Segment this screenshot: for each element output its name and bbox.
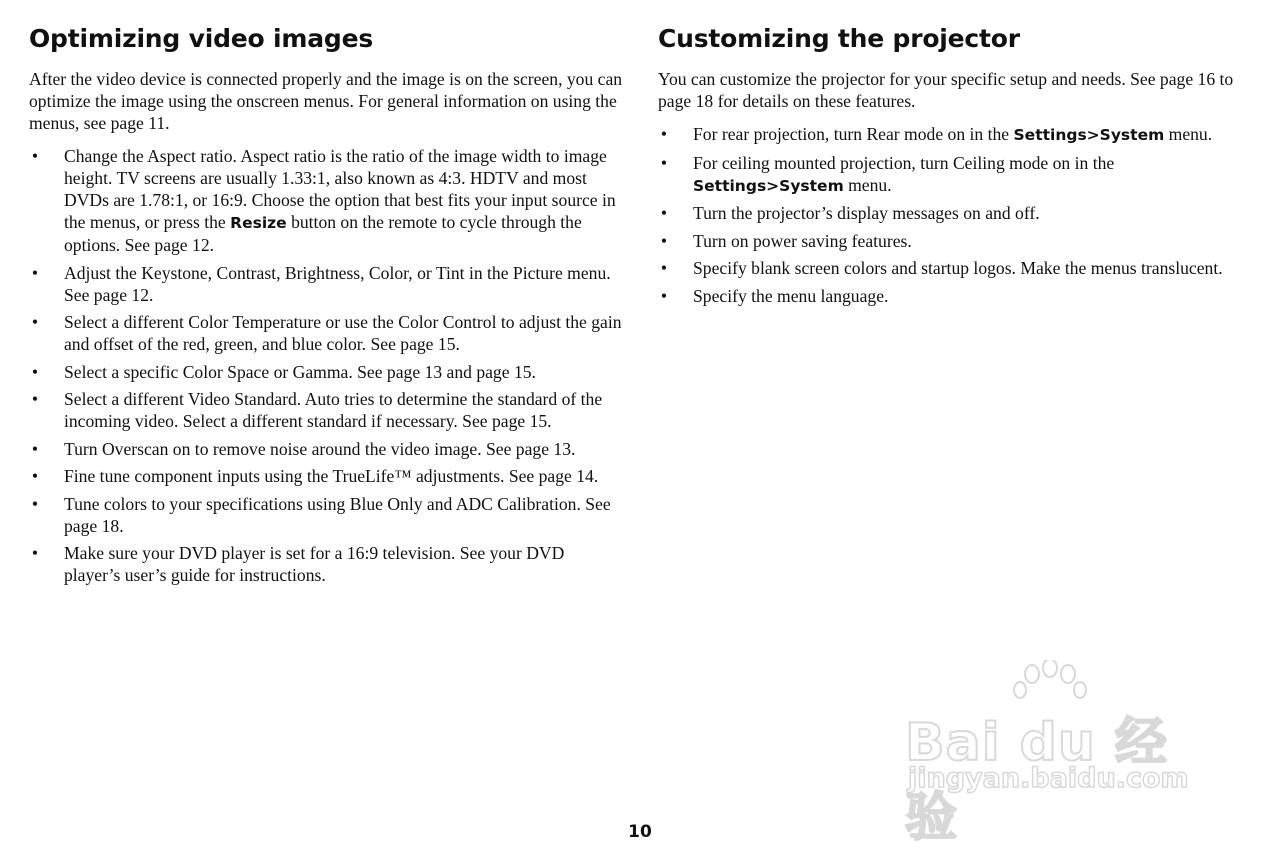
list-item: • Specify blank screen colors and startup logos. Make the menus translucent.	[658, 257, 1248, 279]
list-item: • For ceiling mounted projection, turn Ceiling mode on in the Settings>System menu.	[658, 152, 1248, 197]
list-item: • Turn the projector’s display messages on and off.	[658, 202, 1248, 224]
bullet-icon: •	[31, 543, 39, 563]
right-column	[658, 22, 1248, 312]
bullet-icon: •	[660, 285, 668, 306]
intro-paragraph: You can customize the projector for your specific setup and needs. See page 16 to page 18 for details on these features.	[658, 69, 1234, 111]
list-item: • Select a different Video Standard. Auto tries to determine the standard of the incoming video. Select a different standard if necessary. See page 15.	[29, 388, 625, 432]
bullet-icon: •	[660, 258, 668, 278]
intro-paragraph: After the video device is connected properly and the image is on the screen, you can optimize the image using the onscreen menus. For general information on using the menus, see page 11.	[29, 69, 623, 133]
watermark-url: jingyan.baidu.com	[908, 763, 1189, 794]
watermark-brand: Bai du 经验	[905, 713, 1168, 848]
page-number: 10	[628, 822, 652, 842]
list-item: • Tune colors to your specifications using Blue Only and ADC Calibration. See page 18.	[29, 493, 625, 537]
emphasis-text: Settings>System	[1013, 126, 1165, 144]
bullet-icon: •	[31, 438, 39, 459]
list-item: • Select a specific Color Space or Gamma. See page 13 and page 15.	[29, 361, 625, 383]
left-column	[29, 22, 625, 592]
bullet-icon: •	[31, 389, 39, 409]
bullet-icon: •	[31, 493, 39, 514]
section-title-customizing: Customizing the projector	[658, 24, 1020, 53]
list-item: • Turn Overscan on to remove noise around the video image. See page 13.	[29, 438, 625, 460]
list-item: • Adjust the Keystone, Contrast, Brightness, Color, or Tint in the Picture menu. See page 12.	[29, 262, 625, 306]
bullet-icon: •	[660, 152, 668, 173]
bullet-icon: •	[31, 466, 39, 486]
bullet-icon: •	[660, 230, 668, 251]
emphasis-text: Settings>System	[693, 176, 844, 195]
list-item: • For rear projection, turn Rear mode on in the Settings>System menu.	[658, 123, 1248, 146]
bullet-icon: •	[660, 124, 668, 144]
list-item: • Fine tune component inputs using the TrueLife™ adjustments. See page 14.	[29, 465, 625, 487]
bullet-icon: •	[660, 203, 668, 223]
bullet-icon: •	[31, 262, 39, 283]
list-item: • Change the Aspect ratio. Aspect ratio is the ratio of the image width to image height. TV screens are usually 1.33:1, also known as 4:3. HDTV and most DVDs are 1.78:1, or 16:9. Choose the option that best fits your input source in the menus, or press the Resize button on the remote to cycle through the options. See page 12.	[29, 145, 625, 256]
list-item: • Turn on power saving features.	[658, 230, 1248, 252]
list-item: • Specify the menu language.	[658, 285, 1248, 307]
list-item: • Make sure your DVD player is set for a 16:9 television. See your DVD player’s user’s guide for instructions.	[29, 542, 625, 586]
emphasis-text: Resize	[230, 214, 287, 232]
bullet-icon: •	[31, 146, 39, 166]
section-title-optimizing: Optimizing video images	[29, 24, 374, 53]
baidu-watermark	[905, 660, 1215, 848]
bullet-icon: •	[31, 361, 39, 382]
list-item: • Select a different Color Temperature or use the Color Control to adjust the gain and offset of the red, green, and blue color. See page 15.	[29, 311, 625, 355]
bullet-list	[29, 145, 625, 586]
bullet-list	[658, 123, 1248, 307]
bullet-icon: •	[31, 312, 39, 332]
